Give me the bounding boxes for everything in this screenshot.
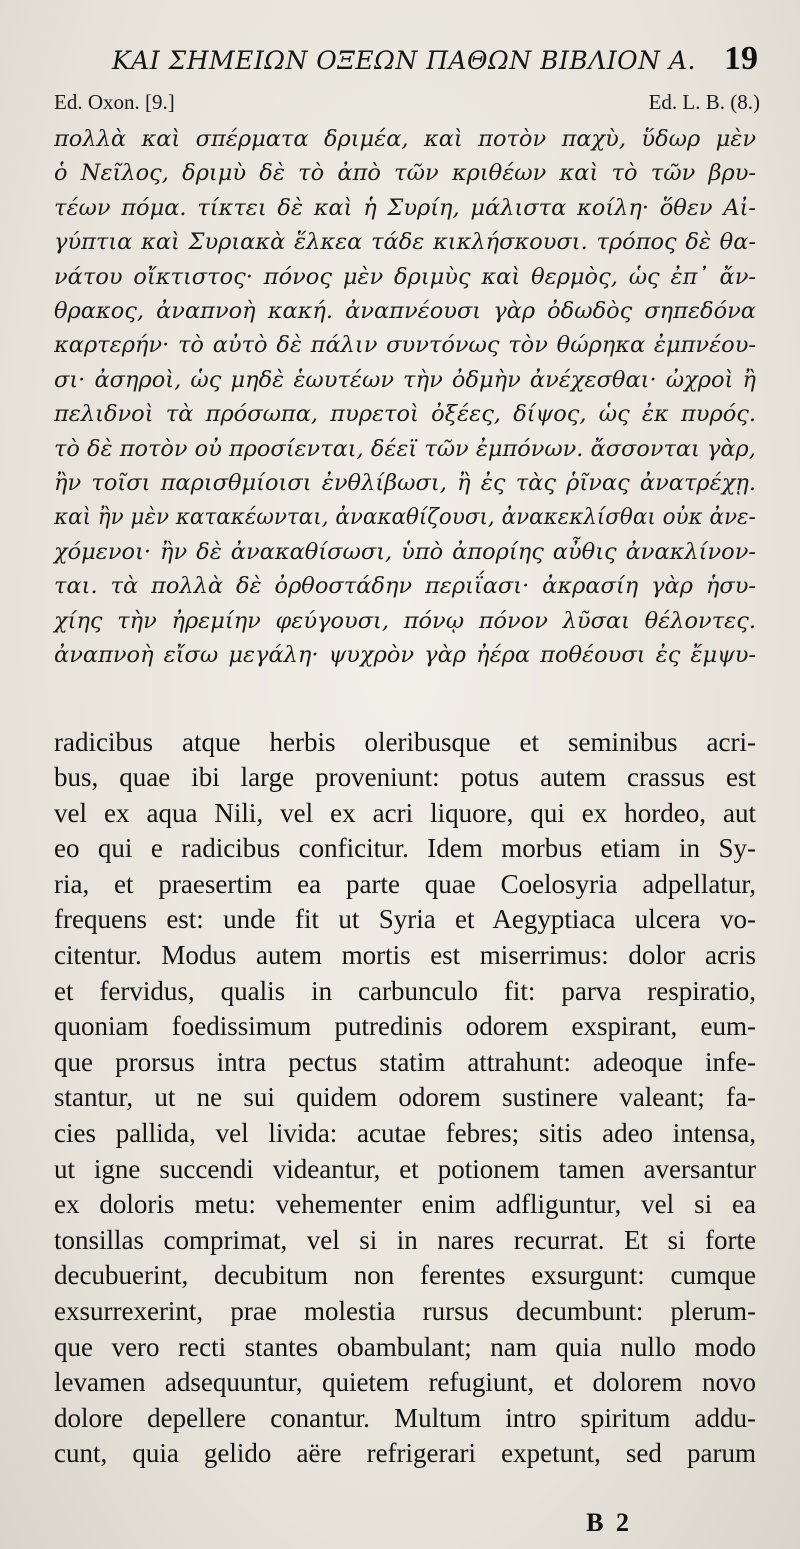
running-head [48, 32, 760, 90]
greek-text-line: ὁ Νεῖλος, δριμὺ δὲ τὸ ἀπὸ τῶν κριθέων καὶ τὸ τῶν βρυ- [54, 160, 756, 187]
latin-text-line: ex doloris metu: vehementer enim adfliguntur, vel si ea [54, 1189, 756, 1220]
section-gap [48, 673, 760, 725]
latin-text-line: ria, et praesertim ea parte quae Coelosyria adpellatur, [54, 868, 756, 899]
latin-text-line: ut igne succendi videantur, et potionem tamen aversantur [54, 1153, 756, 1184]
greek-text-line: χίης τὴν ἠρεμίην φεύγουσι, πόνῳ πόνον λῦσαι θέλοντες. [54, 607, 756, 634]
latin-text-line: exsurrexerint, prae molestia rursus decumbunt: plerum- [54, 1296, 756, 1326]
running-title: ΚΑΙ ΣΗΜΕΙΩΝ ΟΞΕΩΝ ΠΑΘΩΝ ΒΙΒΛΙΟΝ Α. [112, 46, 696, 75]
latin-text-line: cunt, quia gelido aëre refrigerari expetunt, sed parum [54, 1438, 756, 1469]
greek-text-line: τέων πόμα. τίκτει δὲ καὶ ἡ Συρίη, μάλιστα κοίλη· ὅθεν Αἰ- [54, 194, 756, 221]
latin-text-line: que prorsus intra pectus statim attrahunt: adeoque infe- [54, 1046, 756, 1077]
greek-text-line: γύπτια καὶ Συριακὰ ἕλκεα τάδε κικλήσκουσι. τρόπος δὲ θα- [54, 229, 756, 256]
latin-text-line: vel ex aqua Nili, vel ex acri liquore, qui ex hordeo, aut [54, 797, 756, 828]
latin-text-line: frequens est: unde fit ut Syria et Aegyptiaca ulcera vo- [54, 904, 756, 935]
greek-text-line: πολλὰ καὶ σπέρματα δριμέα, καὶ ποτὸν παχὺ, ὕδωρ μὲν [54, 126, 756, 152]
greek-text-line: ται. τὰ πολλὰ δὲ ὀρθοστάδην περιΐασι· ἀκρασίη γὰρ ἡσυ- [54, 573, 756, 600]
edition-reference-right: Ed. L. B. (8.) [648, 90, 760, 114]
signature-mark: B 2 [586, 1508, 632, 1537]
latin-text-line: eo qui e radicibus conficitur. Idem morbus etiam in Sy- [54, 833, 756, 864]
latin-text-line: cies pallida, vel livida: acutae febres; sitis adeo intensa, [54, 1118, 756, 1149]
greek-text-line: τὸ δὲ ποτὸν οὐ προσίενται, δέεϊ τῶν ἐμπόνων. ἄσσονται γὰρ, [54, 435, 756, 462]
edition-references [48, 90, 760, 122]
latin-text-line: dolore depellere conantur. Multum intro spiritum addu- [54, 1402, 756, 1433]
latin-text-line: decubuerint, decubitum non ferentes exsurgunt: cumque [54, 1260, 756, 1291]
latin-text-line: radicibus atque herbis oleribusque et seminibus acri- [54, 726, 756, 757]
latin-text-line: que vero recti stantes obambulant; nam quia nullo modo [54, 1331, 756, 1362]
greek-text-line: σι· ἀσηροὶ, ὡς μηδὲ ἑωυτέων τὴν ὀδμὴν ἀνέχεσθαι· ὠχροὶ ἢ [54, 366, 756, 393]
latin-text-line: levamen adsequuntur, quietem refugiunt, et dolorem novo [54, 1367, 756, 1398]
greek-text-line: καρτερήν· τὸ αὐτὸ δὲ πάλιν συντόνως τὸν θώρηκα ἐμπνέου- [54, 332, 756, 359]
latin-text-line: stantur, ut ne sui quidem odorem sustinere valeant; fa- [54, 1082, 756, 1113]
latin-text-line: quoniam foedissimum putredinis odorem exspirant, eum- [54, 1011, 756, 1042]
latin-text-line: citentur. Modus autem mortis est miserrimus: dolor acris [54, 940, 756, 971]
latin-text-line: tonsillas comprimat, vel si in nares recurrat. Et si forte [54, 1224, 756, 1255]
greek-text-line: ἀναπνοὴ εἴσω μεγάλη· ψυχρὸν γὰρ ἠέρα ποθέουσι ἐς ἔμψυ- [54, 642, 756, 669]
greek-text-line: νάτου οἴκτιστος· πόνος μὲν δριμὺς καὶ θερμὸς, ὡς ἐπ᾽ ἄν- [54, 263, 756, 290]
latin-text-line: bus, quae ibi large proveniunt: potus autem crassus est [54, 762, 756, 793]
latin-translation-block [48, 725, 760, 1472]
edition-reference-left: Ed. Oxon. [9.] [54, 90, 175, 114]
latin-text-line: et fervidus, qualis in carbunculo fit: parva respiratio, [54, 975, 756, 1006]
greek-text-line: ἢν τοῖσι παρισθμίοισι ἐνθλίβωσι, ἢ ἐς τὰς ῥῖνας ἀνατρέχῃ. [54, 470, 756, 497]
greek-text-line: καὶ ἢν μὲν κατακέωνται, ἀνακαθίζουσι, ἀνακεκλίσθαι οὐκ ἀνε- [54, 504, 756, 531]
greek-text-line: πελιδνοὶ τὰ πρόσωπα, πυρετοὶ ὀξέες, δίψος, ὡς ἐκ πυρός. [54, 401, 756, 428]
page-number: 19 [724, 40, 758, 77]
greek-text-line: θρακος, ἀναπνοὴ κακή. ἀναπνέουσι γὰρ ὀδωδὸς σηπεδόνα [54, 298, 756, 325]
greek-text-block [48, 122, 760, 673]
greek-text-line: χόμενοι· ἢν δὲ ἀνακαθίσωσι, ὑπὸ ἀπορίης αὖθις ἀνακλίνον- [54, 538, 756, 565]
